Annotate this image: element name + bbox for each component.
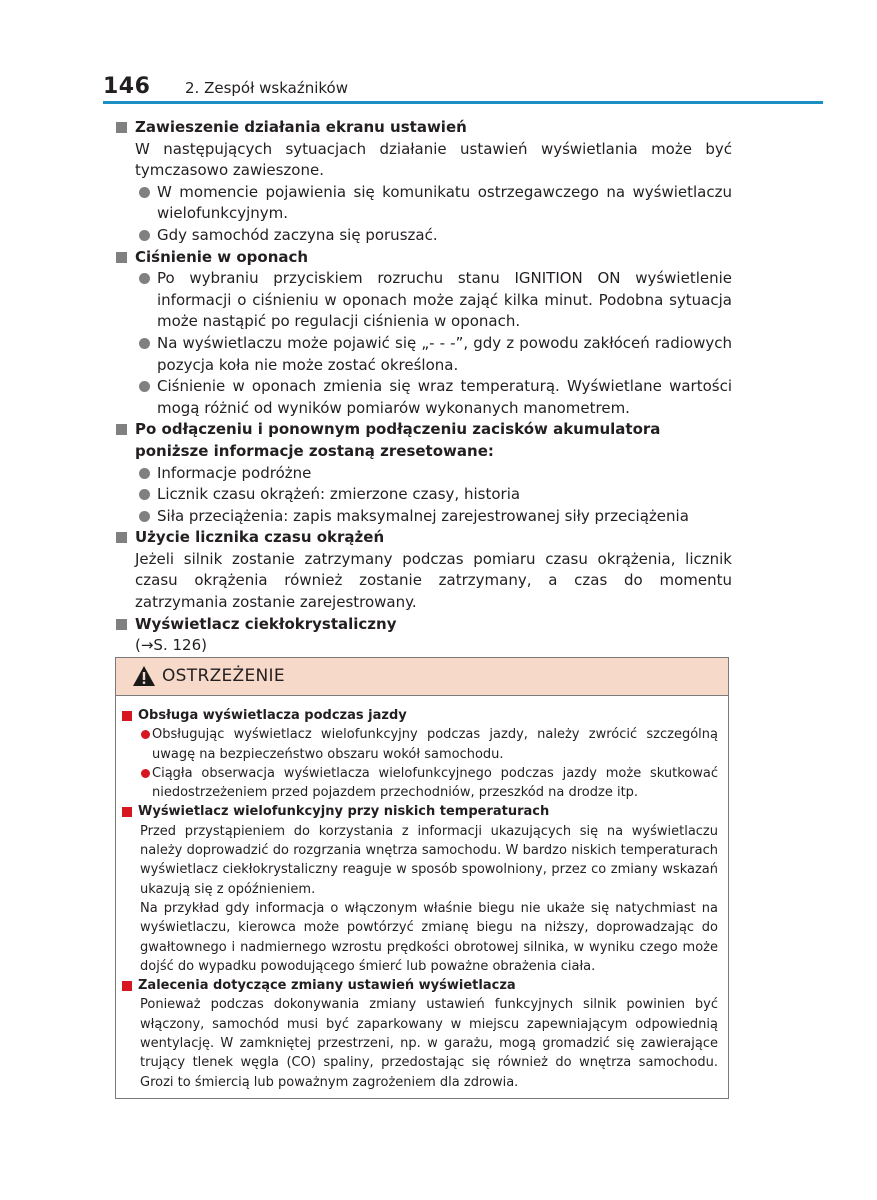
section-marker-icon	[116, 619, 127, 630]
warning-text: Ponieważ podczas dokonywania zmiany ustawień funkcyjnych silnik powinien być włączony, samochód musi być zaparkowany w miejscu zapewniającym odpowiednią wentylację. W zamkniętej przestrzeni, np. w garażu, mogą gromadzić się zawierające trujący tlenek węgla (CO) spaliny, przedostając się również do wnętrza samochodu. Grozi to śmiercią lub poważnym zagrożeniem dla zdrowia.	[140, 997, 718, 1090]
bullet-icon	[139, 511, 150, 522]
warning-header	[116, 658, 728, 696]
list-item	[135, 484, 732, 506]
list-item	[122, 725, 718, 764]
list-item	[122, 764, 718, 803]
main-content	[116, 117, 732, 657]
list-item	[135, 333, 732, 376]
warning-triangle-icon	[132, 665, 156, 687]
chapter-title: 2. Zespół wskaźników	[185, 79, 348, 97]
bullet-icon	[139, 273, 150, 284]
warning-text: Przed przystąpieniem do korzystania z informacji ukazujących się na wyświetlaczu należy doprowadzić do rozgrzania wnętrza samochodu. W bardzo niskich temperaturach wyświetlacz ciekłokrystaliczny reaguje w sposób spowolniony, przez co zmiany wskazań ukazują się z opóźnieniem.	[140, 823, 718, 897]
header-rule	[103, 101, 823, 104]
bullet-icon	[139, 381, 150, 392]
bullet-icon	[139, 468, 150, 479]
section-marker-icon	[116, 252, 127, 263]
section-title: Zawieszenie działania ekranu ustawień	[135, 118, 467, 136]
warning-text: Na przykład gdy informacja o włączonym właśnie biegu nie ukaże się natychmiast na wyświetlaczu, kierowca może powtórzyć zmianę biegu na niższy, doprowadzając do gwałtownego i nadmiernego wzrostu prędkości obrotowej silnika, w wyniku czego może dojść do wypadku powodującego śmierć lub poważne obrażenia ciała.	[140, 900, 718, 974]
list-item-text: Licznik czasu okrążeń: zmierzone czasy, historia	[157, 485, 521, 504]
list-item	[135, 463, 732, 485]
list-item-text: Na wyświetlaczu może pojawić się „- - -”, gdy z powodu zakłóceń radiowych pozycja koła nie może zostać określona.	[157, 333, 732, 374]
list-item-text: Gdy samochód zaczyna się poruszać.	[157, 225, 438, 244]
bullet-icon	[139, 338, 150, 349]
warning-section-settings	[122, 976, 718, 1092]
bullet-icon	[139, 489, 150, 500]
section-title: Po odłączeniu i ponownym podłączeniu zacisków akumulatora poniższe informacje zostaną zresetowane:	[135, 420, 661, 460]
list-item-text: Informacje podróżne	[157, 463, 312, 482]
list-item	[135, 376, 732, 419]
section-lcd	[116, 614, 732, 657]
warning-section-title: Zalecenia dotyczące zmiany ustawień wyświetlacza	[138, 978, 516, 994]
bullet-icon	[141, 730, 150, 739]
warning-section-title: Obsługa wyświetlacza podczas jazdy	[138, 708, 407, 723]
list-item-text: Ciśnienie w oponach zmienia się wraz temperaturą. Wyświetlane wartości mogą różnić od wyników pomiarów wykonanych manometrem.	[157, 377, 732, 417]
warning-marker-icon	[122, 807, 132, 817]
list-item	[135, 268, 732, 333]
section-battery-reset	[116, 419, 732, 527]
section-text: W następujących sytuacjach działanie ustawień wyświetlania może być tymczasowo zawieszone.	[135, 139, 732, 180]
section-lap-timer	[116, 527, 732, 613]
list-item-text: Ciągła obserwacja wyświetlacza wielofunkcyjnego podczas jazdy może skutkować niedostrzeżeniem przed pojazdem przechodniów, przeszkód na drodze itp.	[152, 765, 718, 801]
section-display-suspension	[116, 117, 732, 247]
bullet-icon	[139, 187, 150, 198]
section-text: Jeżeli silnik zostanie zatrzymany podczas pomiaru czasu okrążenia, licznik czasu okrążenia również zostanie zatrzymany, a czas do momentu zatrzymania zostanie zarejestrowany.	[135, 549, 732, 612]
warning-section-driving	[122, 706, 718, 725]
section-tire-pressure	[116, 247, 732, 420]
list-item-text: W momencie pojawienia się komunikatu ostrzegawczego na wyświetlaczu wielofunkcyjnym.	[157, 182, 732, 223]
warning-body	[122, 706, 718, 1092]
bullet-icon	[139, 230, 150, 241]
page-number: 146	[103, 74, 151, 99]
section-title: Wyświetlacz ciekłokrystaliczny	[135, 614, 397, 633]
list-item-text: Po wybraniu przyciskiem rozruchu stanu IGNITION ON wyświetlenie informacji o ciśnieniu w oponach może zająć kilka minut. Podobna sytuacja może nastąpić po regulacji ciśnienia w oponach.	[157, 269, 732, 331]
list-item	[135, 182, 732, 225]
list-item	[135, 506, 732, 528]
list-item-text: Obsługując wyświetlacz wielofunkcyjny podczas jazdy, należy zwrócić szczególną uwagę na bezpieczeństwo obszaru wokół samochodu.	[152, 727, 718, 762]
warning-marker-icon	[122, 711, 132, 721]
warning-title: OSTRZEŻENIE	[162, 666, 285, 686]
section-marker-icon	[116, 532, 127, 543]
warning-box	[115, 657, 729, 1099]
section-title: Ciśnienie w oponach	[135, 247, 309, 266]
section-title: Użycie licznika czasu okrążeń	[135, 528, 385, 547]
section-marker-icon	[116, 424, 127, 435]
page-reference-link[interactable]: (→S. 126)	[135, 636, 207, 655]
warning-section-title: Wyświetlacz wielofunkcyjny przy niskich temperaturach	[138, 804, 550, 820]
warning-section-low-temp	[122, 802, 718, 976]
section-marker-icon	[116, 122, 127, 133]
warning-marker-icon	[122, 981, 132, 991]
list-item-text: Siła przeciążenia: zapis maksymalnej zarejestrowanej siły przeciążenia	[157, 506, 689, 525]
bullet-icon	[141, 769, 150, 778]
list-item	[135, 225, 732, 247]
